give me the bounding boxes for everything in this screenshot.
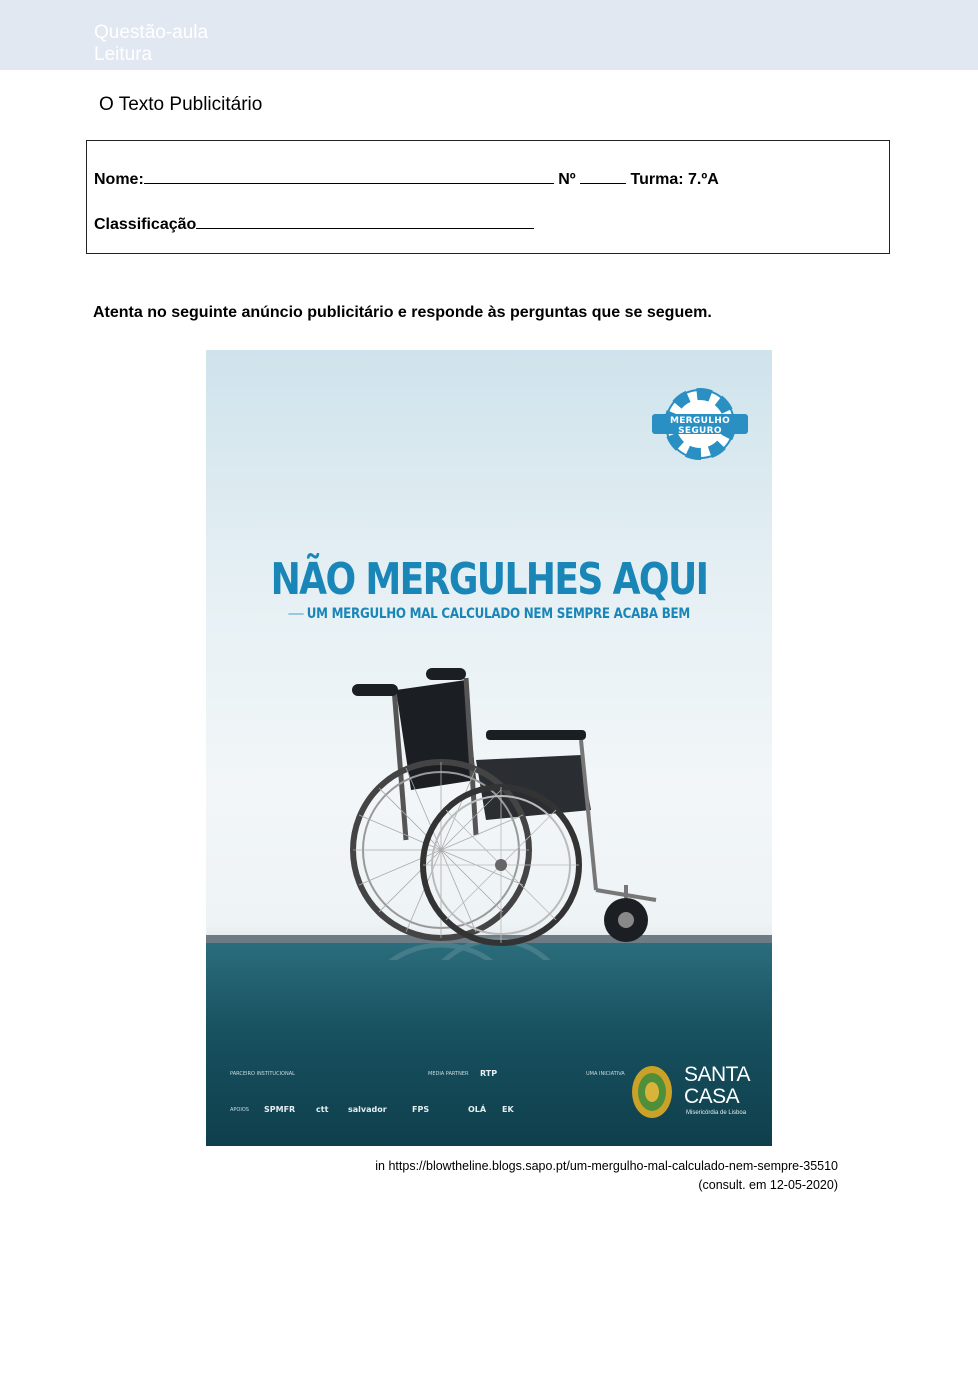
santa-casa-emblem-icon bbox=[630, 1064, 674, 1120]
grade-field[interactable] bbox=[196, 214, 534, 229]
source-date: (consult. em 12-05-2020) bbox=[698, 1177, 838, 1192]
header-band bbox=[0, 0, 978, 70]
santa-casa-subtitle: Misericórdia de Lisboa bbox=[686, 1110, 747, 1116]
lifebuoy-badge bbox=[652, 384, 748, 464]
initiative-label: UMA INICIATIVA bbox=[586, 1071, 625, 1077]
page-title: O Texto Publicitário bbox=[99, 94, 263, 115]
number-field[interactable] bbox=[580, 169, 626, 184]
name-row bbox=[94, 169, 719, 189]
badge-label: MERGULHO SEGURO bbox=[669, 416, 731, 436]
media-partner-label: MEDIA PARTNER bbox=[428, 1071, 469, 1077]
instruction-text: Atenta no seguinte anúncio publicitário e responde às perguntas que se seguem. bbox=[93, 304, 712, 321]
ad-headline: NÃO MERGULHES AQUI bbox=[270, 554, 708, 605]
source-citation bbox=[375, 1157, 838, 1194]
support-label: APOIOS bbox=[230, 1107, 249, 1113]
santa-casa-logo bbox=[630, 1062, 760, 1122]
header-label-leitura: Leitura bbox=[94, 44, 153, 65]
advertisement-image bbox=[206, 350, 772, 1146]
number-label: Nº bbox=[558, 171, 576, 188]
source-url: in https://blowtheline.blogs.sapo.pt/um-mergulho-mal-calculado-nem-sempre-35510 bbox=[375, 1159, 838, 1173]
student-info-box bbox=[86, 140, 890, 254]
ctt-logo: ctt bbox=[316, 1105, 329, 1114]
partner-logos bbox=[230, 1065, 630, 1125]
name-label: Nome: bbox=[94, 171, 144, 188]
grade-row bbox=[94, 214, 534, 234]
wheelchair-illustration bbox=[326, 660, 686, 960]
salvador-logo: salvador bbox=[348, 1105, 387, 1114]
ek-logo: EK bbox=[502, 1105, 514, 1114]
grade-label: Classificação bbox=[94, 216, 197, 233]
institutional-partner-label: PARCEIRO INSTITUCIONAL bbox=[230, 1071, 295, 1077]
ad-subheadline: UM MERGULHO MAL CALCULADO NEM SEMPRE ACABA BEM bbox=[248, 606, 729, 622]
header-label-questao: Questão-aula bbox=[94, 22, 209, 43]
class-label: Turma: 7.ºA bbox=[630, 171, 719, 188]
spmfr-logo: SPMFR bbox=[264, 1105, 296, 1114]
santa-casa-name: SANTA CASA bbox=[684, 1063, 750, 1108]
fps-logo: FPS bbox=[412, 1105, 430, 1114]
rtp-logo: RTP bbox=[480, 1069, 498, 1078]
ola-logo: OLÁ bbox=[468, 1105, 487, 1114]
name-field[interactable] bbox=[144, 169, 554, 184]
